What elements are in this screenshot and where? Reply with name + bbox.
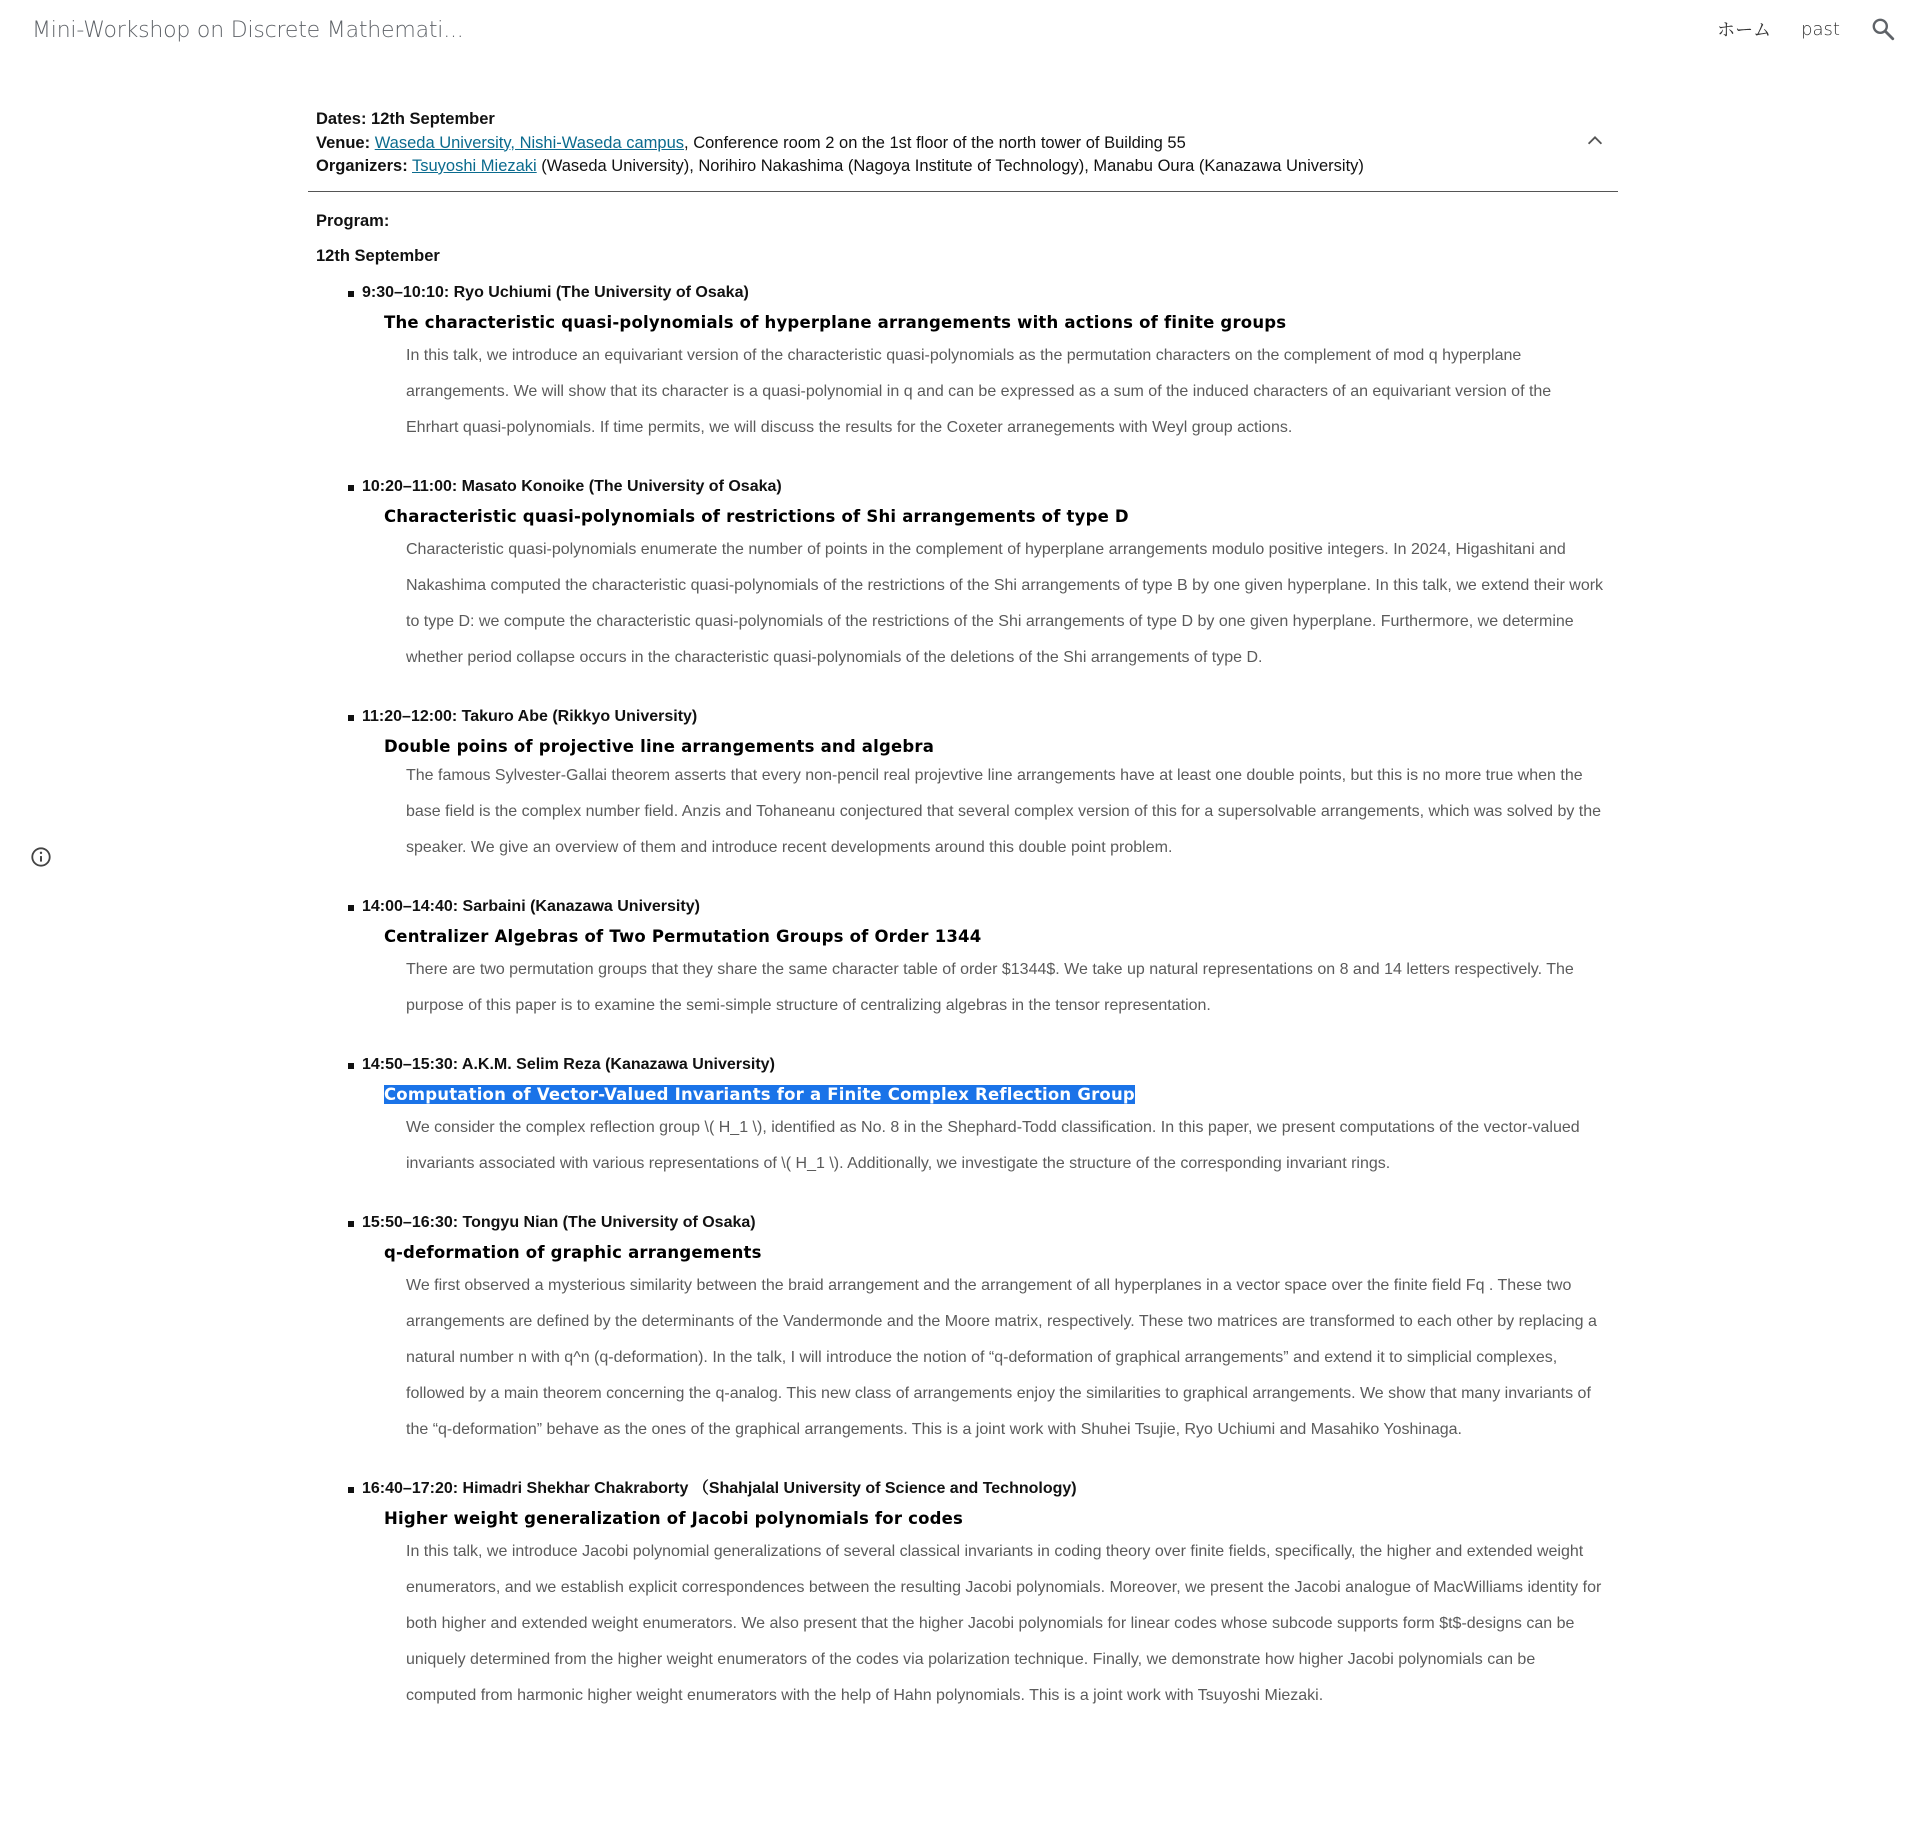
organizers-line <box>316 155 1616 179</box>
site-title[interactable]: Mini-Workshop on Discrete Mathemati... <box>32 18 464 43</box>
talk-abstract: In this talk, we introduce an equivariant version of the characteristic quasi-polynomials as the permutation characters on the complement of mod q hyperplane arrangements. We will show that its character is a quasi-polynomial in q and can be expressed as a sum of the induced characters of an equivariant version of the Ehrhart quasi-polynomials. If time permits, we will discuss the results for the Coxeter arranegements with Weyl group actions. <box>406 347 1552 436</box>
organizers-label: Organizers: <box>316 157 408 175</box>
event-details <box>316 100 1616 197</box>
talk-title: Higher weight generalization of Jacobi polynomials for codes <box>384 1509 964 1528</box>
talk-title: Centralizer Algebras of Two Permutation Groups of Order 1344 <box>384 927 982 946</box>
talk-title: Double poins of projective line arrangements and algebra <box>384 737 935 756</box>
bullet <box>348 1063 354 1069</box>
talk-time-speaker: 15:50–16:30: Tongyu Nian (The University of Osaka) <box>362 1214 756 1231</box>
talk-item <box>348 476 1616 676</box>
header-info <box>316 100 1616 197</box>
organizer-link[interactable]: Tsuyoshi Miezaki <box>412 157 537 175</box>
talk-abstract: There are two permutation groups that they share the same character table of order $1344$. We take up natural representations on 8 and 14 letters respectively. The purpose of this paper is to examine the semi-simple structure of centralizing algebras in the tensor representation. <box>406 961 1574 1014</box>
program-section <box>316 212 1616 1714</box>
bullet <box>348 905 354 911</box>
bullet <box>348 715 354 721</box>
nav-past[interactable]: past <box>1801 18 1840 40</box>
top-nav <box>1717 16 1896 42</box>
venue-label: Venue: <box>316 133 371 152</box>
venue-rest: , Conference room 2 on the 1st floor of the north tower of Building 55 <box>684 133 1186 152</box>
bullet <box>348 291 354 297</box>
talk-item <box>348 1054 1616 1182</box>
talk-item <box>348 1478 1616 1714</box>
divider <box>308 191 1618 192</box>
talk-item <box>348 1212 1616 1448</box>
venue-link[interactable]: Waseda University, Nishi-Waseda campus <box>374 133 685 152</box>
organizers-rest: (Waseda University), Norihiro Nakashima (Nagoya Institute of Technology), Manabu Oura (Kanazawa University) <box>536 157 1364 175</box>
talk-time-speaker: 16:40–17:20: Himadri Shekhar Chakraborty （Shahjalal University of Science and Technology) <box>362 1480 1077 1497</box>
talk-title-selected <box>384 1085 1616 1104</box>
talk-item <box>348 282 1616 446</box>
talk-time-speaker: 14:50–15:30: A.K.M. Selim Reza (Kanazawa University) <box>362 1056 775 1073</box>
talk-abstract: Characteristic quasi-polynomials enumerate the number of points in the complement of hyperplane arrangements modulo positive integers. In 2024, Higashitani and Nakashima computed the characteristic quasi-polynomials of the restrictions of the Shi arrangements of type B by one given hyperplane. In this talk, we extend their work to type D: we compute the characteristic quasi-polynomials of the restrictions of the Shi arrangements of type D by one given hyperplane. Furthermore, we determine whether period collapse occurs in the characteristic quasi-polynomials of the deletions of the Shi arrangements of type D. <box>406 541 1604 666</box>
talk-time-speaker: 10:20–11:00: Masato Konoike (The University of Osaka) <box>362 478 782 495</box>
program-label: Program: <box>316 212 390 230</box>
talk-abstract: The famous Sylvester-Gallai theorem asserts that every non-pencil real projevtive line arrangements have at least one double points, but this is no more true when the base field is the complex number field. Anzis and Tohaneanu conjectured that several complex version of this for a supersolvable arrangements, which was solved by the speaker. We give an overview of them and introduce recent developments around this double point problem. <box>406 767 1602 856</box>
talk-item <box>348 896 1616 1024</box>
talk-abstract: We consider the complex reflection group \( H_1 \), identified as No. 8 in the Shephard-Todd classification. In this paper, we present computations of the vector-valued invariants associated with various representations of \( H_1 \). Additionally, we investigate the structure of the corresponding invariant rings. <box>406 1119 1580 1172</box>
top-bar <box>0 0 1920 64</box>
bullet <box>348 485 354 491</box>
info-icon[interactable] <box>30 846 52 868</box>
chevron-up-icon[interactable] <box>1584 130 1606 152</box>
search-icon[interactable] <box>1870 16 1896 42</box>
bullet <box>348 1487 354 1493</box>
venue-line <box>316 132 1616 156</box>
talk-time-speaker: 11:20–12:00: Takuro Abe (Rikkyo University) <box>362 708 698 725</box>
talk-item <box>348 706 1616 866</box>
talk-title: Characteristic quasi-polynomials of restrictions of Shi arrangements of type D <box>384 507 1129 526</box>
talk-title: q-deformation of graphic arrangements <box>384 1243 762 1262</box>
talk-time-speaker: 14:00–14:40: Sarbaini (Kanazawa University) <box>362 898 700 915</box>
dates-value: 12th September <box>371 110 495 128</box>
nav-home[interactable]: ホーム <box>1717 20 1772 41</box>
dates-line <box>316 108 1616 132</box>
talk-abstract: In this talk, we introduce Jacobi polynomial generalizations of several classical invariants in coding theory over finite fields, specifically, the higher and extended weight enumerators, and we establish explicit correspondences between the resulting Jacobi polynomials. Moreover, we present the Jacobi analogue of MacWilliams identity for both higher and extended weight enumerators. We also present that the higher Jacobi polynomials for linear codes whose subcode supports form $t$-designs can be uniquely determined from the higher weight enumerators of the codes via polarization technique. Finally, we demonstrate how higher Jacobi polynomials can be computed from harmonic higher weight enumerators with the help of Hahn polynomials. This is a joint work with Tsuyoshi Miezaki. <box>406 1543 1602 1704</box>
talk-abstract: We first observed a mysterious similarity between the braid arrangement and the arrangement of all hyperplanes in a vector space over the finite field Fq . These two arrangements are defined by the determinants of the Vandermonde and the Moore matrix, respectively. These two matrices are transformed to each other by replacing a natural number n with q^n (q-deformation). In the talk, I will introduce the notion of “q-deformation of graphical arrangements” and extend it to simplicial complexes, followed by a main theorem concerning the q-analog. This new class of arrangements enjoy the similarities to graphical arrangements. We show that many invariants of the “q-deformation” behave as the ones of the graphical arrangements. This is a joint work with Shuhei Tsujie, Ryo Uchiumi and Masahiko Yoshinaga. <box>406 1277 1597 1438</box>
day-label: 12th September <box>316 247 440 265</box>
talk-time-speaker: 9:30–10:10: Ryo Uchiumi (The University of Osaka) <box>362 284 749 301</box>
selected-text[interactable]: Computation of Vector-Valued Invariants for a Finite Complex Reflection Group <box>384 1085 1135 1104</box>
dates-label: Dates: <box>316 110 367 128</box>
talk-title: The characteristic quasi-polynomials of hyperplane arrangements with actions of finite groups <box>384 313 1287 332</box>
bullet <box>348 1221 354 1227</box>
